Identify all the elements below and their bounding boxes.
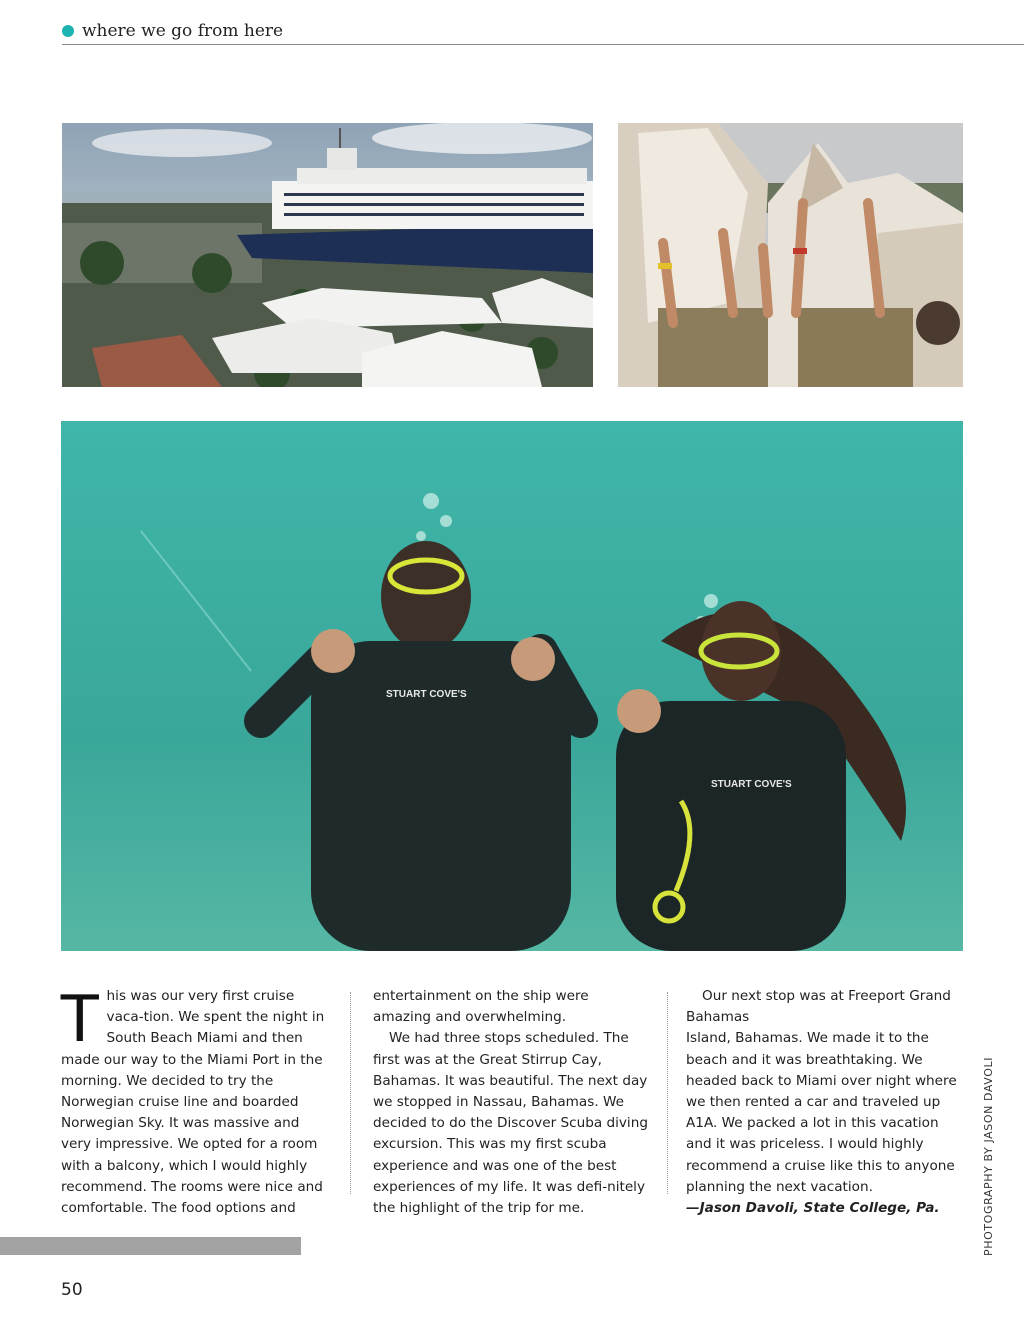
article-paragraph: entertainment on the ship were amazing and overwhelming. [373,988,589,1026]
scuba-divers-photo [61,421,963,951]
article-paragraph [59,980,329,1219]
section-title: where we go from here [82,21,284,41]
article-paragraph: Our next stop was at Freeport Grand Bahamas [686,988,951,1026]
cruise-port-photo [62,123,593,387]
footer-bar [0,1237,301,1255]
section-header [62,20,1024,45]
svg-text:STUART COVE'S: STUART COVE'S [711,779,792,790]
article-column-1 [59,980,329,1219]
photo-credit: PHOTOGRAPHY BY JASON DAVOLI [982,1056,995,1256]
article-column-3 [686,986,964,1219]
drop-cap: T [59,980,101,1056]
column-divider [350,992,351,1194]
author-signature: —Jason Davoli, State College, Pa. [686,1200,940,1217]
article-paragraph-text: his was our very first cruise vaca-tion. We spent the night in South Beach Miami and then made our way to the Miami Port in the morning. We decided to try the Norwegian cruise line and boarded Norwegian Sky. It was massive and very impressive. We opted for a room with a balcony, which I would highly recommend. The rooms were nice and comfortable. The food options and [61,988,325,1217]
coaster-riders-photo [618,123,963,387]
article-column-2 [373,986,648,1219]
svg-text:STUART COVE'S: STUART COVE'S [386,689,467,700]
article-paragraph: Island, Bahamas. We made it to the beach and it was breathtaking. We headed back to Miami over night where we then rented a car and traveled up A1A. We packed a lot in this vacation and it was priceless. I would highly recommend a cruise like this to anyone planning the next vacation. [686,1030,957,1195]
column-divider [667,992,668,1194]
section-bullet-icon [62,25,74,37]
page-number: 50 [61,1280,83,1300]
article-paragraph: We had three stops scheduled. The first was at the Great Stirrup Cay, Bahamas. It was beautiful. The next day we stopped in Nassau, Bahamas. We decided to do the Discover Scuba diving excursion. This was my first scuba experience and was one of the best experiences of my life. It was defi-nitely the highlight of the trip for me. [373,1030,648,1217]
